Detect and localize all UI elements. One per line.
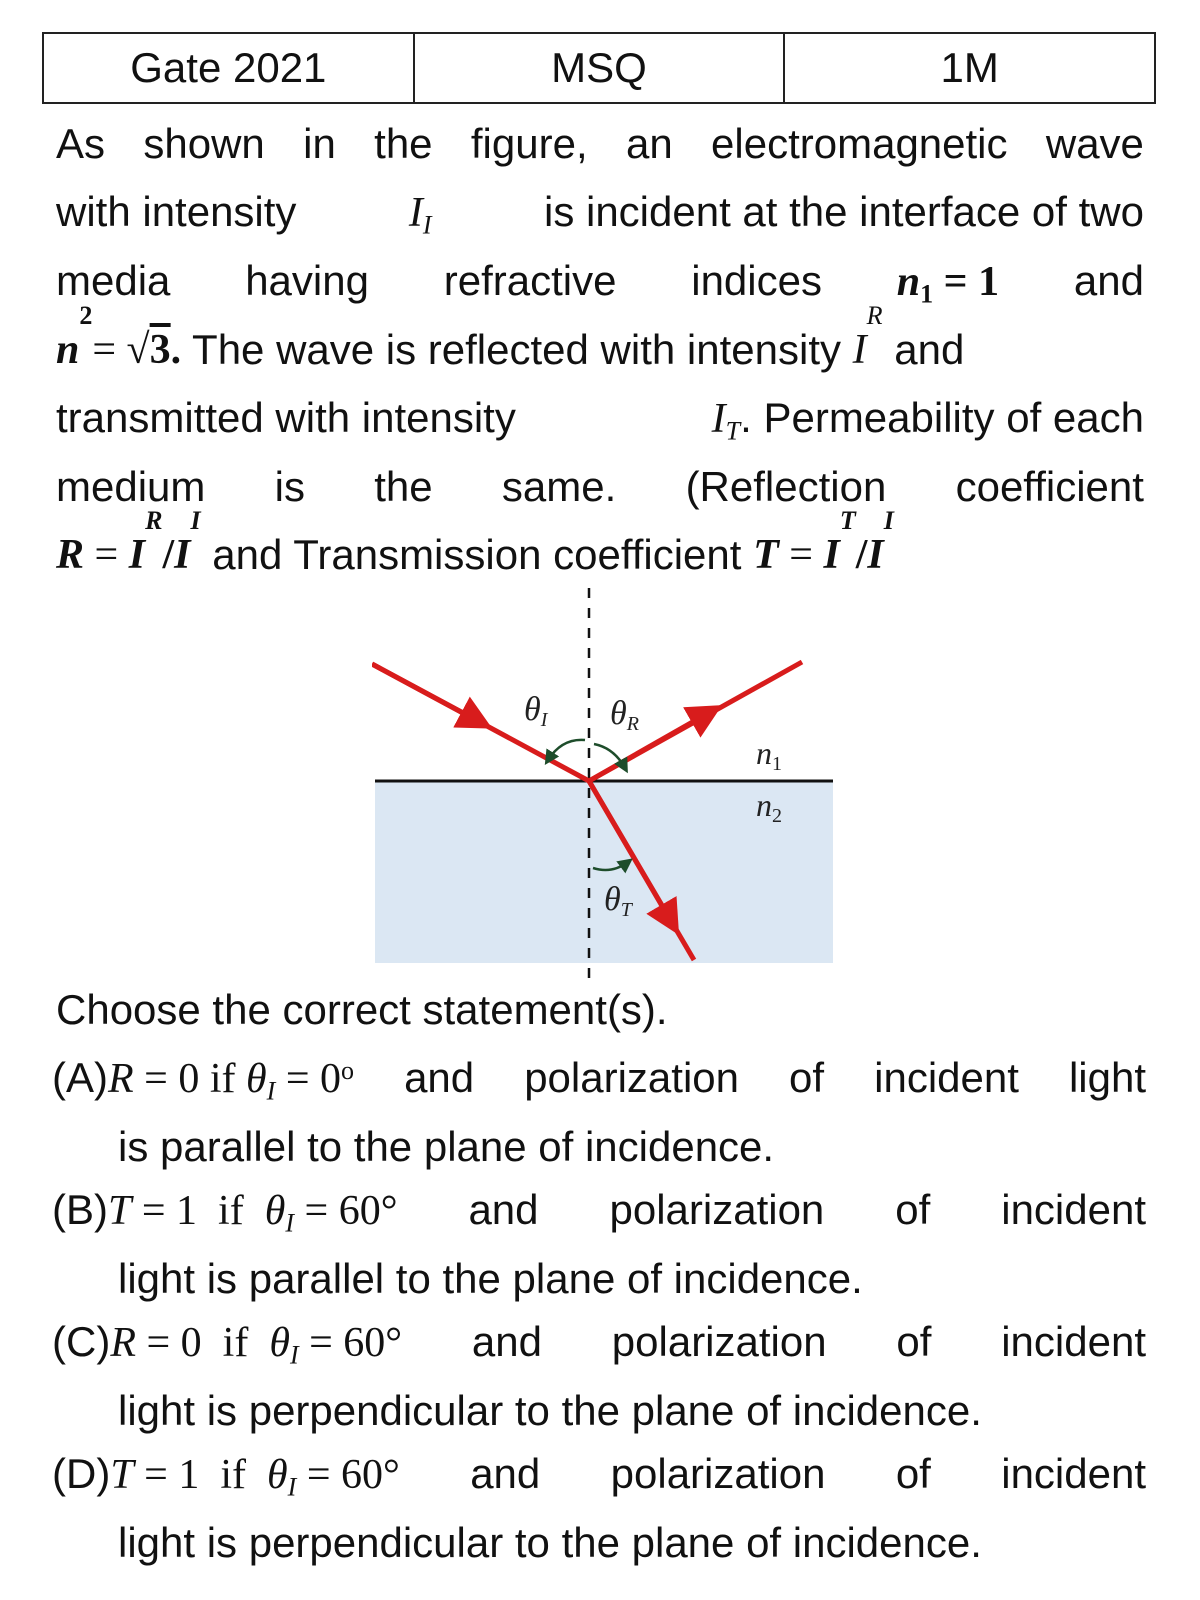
math-equals: = 1 <box>933 259 1000 305</box>
math-text: = 0 <box>275 1056 341 1102</box>
word: of <box>895 1186 931 1233</box>
question-type: MSQ <box>415 34 786 102</box>
question-line-5 <box>56 384 1144 453</box>
option-c-math <box>52 1308 402 1377</box>
theta-r-label: θR <box>610 695 639 735</box>
math-symbol: I <box>128 532 146 578</box>
word: As <box>56 120 106 167</box>
math-slash: / <box>162 532 175 578</box>
question-line-1 <box>56 110 1144 178</box>
math-equals: = <box>84 532 129 578</box>
math-symbol: I <box>408 190 423 236</box>
math-symbol: n <box>56 327 80 373</box>
refraction-diagram <box>372 588 842 988</box>
math-subscript: T <box>725 416 741 446</box>
math-symbol: θ <box>246 1056 267 1102</box>
theta-i-arc <box>548 740 585 760</box>
math-text: = 60° <box>296 1452 400 1498</box>
option-label: (C) <box>52 1318 111 1365</box>
math-symbol: T <box>108 1188 132 1234</box>
word: figure, <box>470 120 588 167</box>
text-run: transmitted with intensity <box>56 394 516 441</box>
text-run: . Permeability of each <box>740 394 1144 441</box>
word: (Reflection <box>685 463 887 510</box>
word: incident <box>1001 1450 1146 1497</box>
word: incident <box>1001 1186 1146 1233</box>
math-symbol: θ <box>267 1452 288 1498</box>
text-run: and Transmission coefficient <box>200 531 754 578</box>
option-c[interactable] <box>52 1308 1146 1445</box>
math-subscript: I <box>422 210 432 240</box>
math-subscript: I <box>285 1208 295 1238</box>
option-continuation: light is parallel to the plane of incidence. <box>118 1255 863 1302</box>
choose-prompt: Choose the correct statement(s). <box>56 986 668 1033</box>
word: coefficient <box>955 463 1144 510</box>
word: light <box>1068 1054 1146 1101</box>
word: and <box>404 1054 475 1101</box>
math-symbol: T <box>753 532 779 578</box>
word: of <box>789 1054 825 1101</box>
math-n1-equation <box>897 247 999 316</box>
math-intensity-incident <box>409 178 432 247</box>
math-subscript: T <box>839 506 856 535</box>
math-dot: . <box>170 327 182 373</box>
math-subscript: I <box>883 506 894 535</box>
math-sqrt: = √ <box>92 327 150 373</box>
word: an <box>625 120 673 167</box>
exam-name: Gate 2021 <box>44 34 415 102</box>
math-slash: / <box>855 532 868 578</box>
math-subscript: I <box>287 1472 297 1502</box>
math-subscript: R <box>145 506 163 535</box>
reflected-arrow <box>589 712 710 781</box>
theta-i-label: θI <box>524 691 548 731</box>
question-marks: 1M <box>940 44 999 91</box>
word: media <box>56 257 171 304</box>
math-symbol: I <box>174 532 191 578</box>
math-text: = 1 if <box>131 1188 265 1234</box>
math-equals: = <box>778 532 824 578</box>
word: medium <box>56 463 206 510</box>
n1-label: n1 <box>756 735 782 775</box>
text-run: is incident at the interface of two <box>543 188 1144 235</box>
math-text: = 60° <box>298 1320 403 1366</box>
math-radicand: 3 <box>149 327 171 373</box>
option-label: (A) <box>52 1054 108 1101</box>
text-run: The wave is reflected with intensity <box>181 326 853 373</box>
math-subscript: R <box>866 301 883 330</box>
theta-t-label: θT <box>604 881 632 921</box>
n2-label: n2 <box>756 787 782 827</box>
question-line-4 <box>56 301 1144 384</box>
math-subscript: 1 <box>920 279 934 309</box>
question-text <box>56 110 1144 589</box>
math-text: = 0 if <box>135 1320 270 1366</box>
math-symbol: n <box>896 259 921 305</box>
option-b-math <box>52 1176 398 1245</box>
word: incident <box>1001 1318 1146 1365</box>
word: polarization <box>609 1186 825 1233</box>
math-text: = 0 if <box>133 1056 246 1102</box>
incident-arrow <box>372 664 480 722</box>
word: refractive <box>443 257 617 304</box>
text-run: and <box>882 326 965 373</box>
question-header-table <box>42 32 1156 104</box>
option-b[interactable] <box>52 1176 1146 1313</box>
option-label: (D) <box>52 1450 111 1497</box>
option-a[interactable] <box>52 1044 1146 1181</box>
option-d-math <box>52 1440 400 1509</box>
math-symbol: R <box>110 1320 136 1366</box>
math-subscript: 2 <box>79 301 93 330</box>
math-intensity-transmitted <box>712 384 1144 453</box>
math-symbol: I <box>711 396 726 442</box>
math-symbol: I <box>867 532 884 578</box>
math-symbol: I <box>852 327 867 373</box>
math-symbol: θ <box>264 1188 286 1234</box>
math-subscript: I <box>289 1340 299 1370</box>
word: indices <box>691 257 822 304</box>
math-symbol: R <box>56 532 85 578</box>
option-continuation: is parallel to the plane of incidence. <box>118 1123 775 1170</box>
question-line-7 <box>56 506 1144 589</box>
word: the <box>374 463 433 510</box>
math-superscript: o <box>341 1055 355 1085</box>
option-a-math <box>52 1044 354 1113</box>
word: polarization <box>610 1450 826 1497</box>
word: incident <box>874 1054 1019 1101</box>
word: same. <box>501 463 617 510</box>
math-text: = 1 if <box>133 1452 268 1498</box>
math-subscript: I <box>190 506 201 535</box>
word: is <box>274 463 305 510</box>
word: wave <box>1045 120 1144 167</box>
question-line-6 <box>56 453 1144 521</box>
math-symbol: θ <box>269 1320 290 1366</box>
option-label: (B) <box>52 1186 108 1233</box>
text-run: with intensity <box>56 188 297 235</box>
word: of <box>896 1318 932 1365</box>
word: and <box>468 1186 539 1233</box>
question-line-3 <box>56 247 1144 316</box>
word: in <box>303 120 336 167</box>
word: shown <box>143 120 265 167</box>
word: the <box>374 120 433 167</box>
word: electromagnetic <box>711 120 1008 167</box>
word: of <box>895 1450 931 1497</box>
option-continuation: light is perpendicular to the plane of incidence. <box>118 1387 982 1434</box>
math-symbol: I <box>823 532 840 578</box>
word: and <box>471 1318 542 1365</box>
question-line-2 <box>56 178 1144 247</box>
word: polarization <box>524 1054 739 1101</box>
word: and <box>470 1450 541 1497</box>
word: polarization <box>611 1318 827 1365</box>
math-symbol: T <box>110 1452 134 1498</box>
word: and <box>1073 257 1144 304</box>
word: having <box>245 257 369 304</box>
math-text: = 60° <box>294 1188 398 1234</box>
math-symbol: R <box>108 1056 134 1102</box>
math-subscript: I <box>266 1076 276 1106</box>
option-d[interactable] <box>52 1440 1146 1577</box>
option-continuation: light is perpendicular to the plane of incidence. <box>118 1519 982 1566</box>
